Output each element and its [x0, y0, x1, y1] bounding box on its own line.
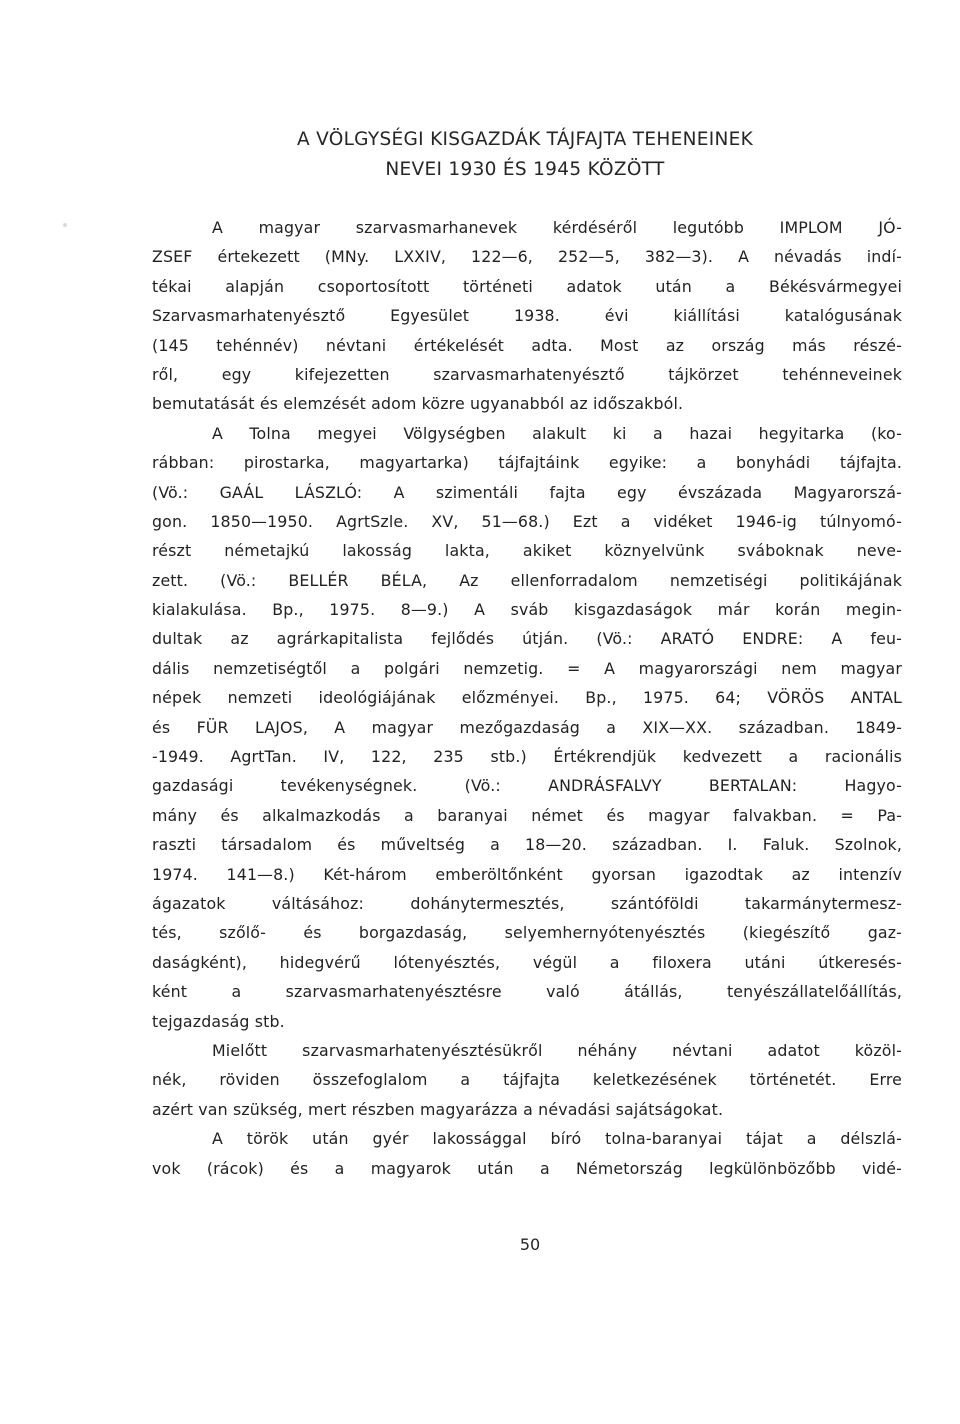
body-line: tejgazdaság stb. — [152, 1011, 285, 1031]
body-line: nék, röviden összefoglalom a tájfajta keletkezésének történetét. Erre — [152, 1070, 902, 1090]
article-body — [152, 213, 902, 1183]
body-line: daságként), hidegvérű lótenyésztés, végül a filoxera utáni útkeresés- — [152, 952, 902, 972]
body-line: részt németajkú lakosság lakta, akiket köznyelvünk sváboknak neve- — [152, 541, 902, 561]
article-title-line-2: NEVEI 1930 ÉS 1945 KÖZÖTT — [385, 159, 665, 180]
body-line: ként a szarvasmarhatenyésztésre való átállás, tenyészállatelőállítás, — [152, 982, 902, 1002]
body-line: rábban: pirostarka, magyartarka) tájfajtáink egyike: a bonyhádi tájfajta. — [152, 453, 902, 473]
article-title-line-1: A VÖLGYSÉGI KISGAZDÁK TÁJFAJTA TEHENEINEK — [296, 129, 754, 150]
body-line: (Vö.: GAÁL LÁSZLÓ: A szimentáli fajta egy évszázada Magyarorszá- — [152, 482, 902, 502]
body-line: dális nemzetiségtől a polgári nemzetig. = A magyarországi nem magyar — [152, 658, 902, 678]
body-line: 1974. 141—8.) Két-három emberöltőnként gyorsan igazodtak az intenzív — [152, 864, 902, 884]
body-line: Szarvasmarhatenyésztő Egyesület 1938. évi kiállítási katalógusának — [152, 306, 902, 326]
body-line: népek nemzeti ideológiájának előzményei. Bp., 1975. 64; VÖRÖS ANTAL — [152, 688, 902, 708]
body-line: ről, egy kifejezetten szarvasmarhatenyésztő tájkörzet tehénneveinek — [152, 364, 902, 384]
body-line: zett. (Vö.: BELLÉR BÉLA, Az ellenforradalom nemzetiségi politikájának — [152, 570, 902, 590]
body-line: vok (rácok) és a magyarok után a Németország legkülönbözőbb vidé- — [152, 1158, 902, 1178]
body-line: tékai alapján csoportosított történeti adatok után a Békésvármegyei — [152, 276, 902, 296]
body-line: -1949. AgrtTan. IV, 122, 235 stb.) Értékrendjük kedvezett a racionális — [152, 747, 902, 767]
body-line: raszti társadalom és műveltség a 18—20. században. I. Faluk. Szolnok, — [152, 835, 902, 855]
body-line: tés, szőlő- és borgazdaság, selyemhernyótenyésztés (kiegészítő gaz- — [152, 923, 902, 943]
body-line: dultak az agrárkapitalista fejlődés útján. (Vö.: ARATÓ ENDRE: A feu- — [152, 629, 902, 649]
body-line: mány és alkalmazkodás a baranyai német és magyar falvakban. = Pa- — [152, 805, 902, 825]
body-line: A magyar szarvasmarhanevek kérdéséről legutóbb IMPLOM JÓ- — [212, 218, 902, 237]
body-line: ágazatok váltásához: dohánytermesztés, szántóföldi takarmánytermesz- — [152, 893, 902, 913]
body-line: Mielőtt szarvasmarhatenyésztésükről néhány névtani adatot közöl- — [212, 1040, 902, 1060]
body-line: kialakulása. Bp., 1975. 8—9.) A sváb kisgazdaságok már korán megin- — [152, 600, 902, 620]
page-number: 50 — [519, 1235, 541, 1254]
paper-speck — [63, 223, 67, 227]
body-line: ZSEF értekezett (MNy. LXXIV, 122—6, 252—5, 382—3). A névadás indí- — [152, 247, 902, 267]
body-line: A Tolna megyei Völgységben alakult ki a hazai hegyitarka (ko- — [212, 423, 902, 443]
body-line: és FÜR LAJOS, A magyar mezőgazdaság a XIX—XX. században. 1849- — [152, 717, 902, 737]
body-line: (145 tehénnév) névtani értékelését adta. Most az ország más részé- — [152, 335, 902, 355]
body-line: A török után gyér lakossággal bíró tolna-baranyai tájat a délszlá- — [212, 1129, 902, 1149]
body-line: azért van szükség, mert részben magyarázza a névadási sajátságokat. — [152, 1099, 724, 1119]
body-line: bemutatását és elemzését adom közre ugyanabból az időszakból. — [152, 394, 684, 414]
body-line: gazdasági tevékenységnek. (Vö.: ANDRÁSFALVY BERTALAN: Hagyo- — [152, 776, 902, 796]
body-line: gon. 1850—1950. AgrtSzle. XV, 51—68.) Ezt a vidéket 1946-ig túlnyomó- — [152, 511, 902, 531]
